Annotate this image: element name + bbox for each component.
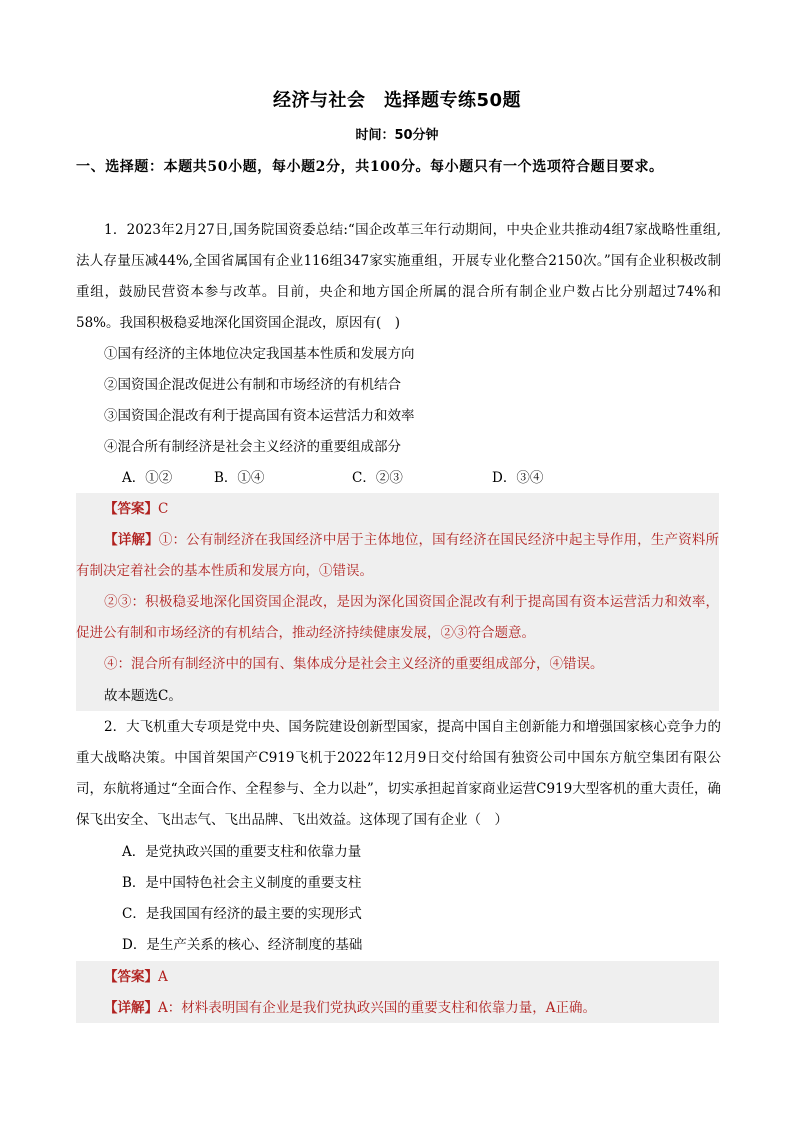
- q1-statement-3: ③国资国企混改有利于提高国有资本运营活力和效率: [104, 408, 415, 424]
- q1-option-b: B．①④: [214, 470, 265, 486]
- q1-option-a: A．①②: [122, 470, 173, 486]
- q2-detail: 【详解】A：材料表明国有企业是我们党执政兴国的重要支柱和依靠力量，A正确。: [104, 1000, 596, 1016]
- question-2-stem: 2．大飞机重大专项是党中央、国务院建设创新型国家，提高中国自主创新能力和增强国家核心竞争力的重大战略决策。中国首架国产C919飞机于2022年12月9日交付给国有独资公司中国东方航空集团有限公司，东航将通过“全面合作、全程参与、全力以赴”，切实承担起首家商业运营C919大型客机的重大责任，确保飞出安全、飞出志气、飞出品牌、飞出效益。这体现了国有企业（ ）: [76, 719, 721, 828]
- page-title: 经济与社会 选择题专练50题: [272, 90, 522, 111]
- q2-option-d: D．是生产关系的核心、经济制度的基础: [122, 937, 363, 953]
- question-1-stem: 1．2023年2月27日,国务院国资委总结:“国企改革三年行动期间，中央企业共推动4组7家战略性重组,法人存量压减44%,全国省属国有企业116组347家实施重组，开展专业化整合2150次。”国有企业积极改制重组，鼓励民营资本参与改革。目前，央企和地方国企所属的混合所有制企业户数占比分别超过74%和58%。我国积极稳妥地深化国资国企混改，原因有( ): [76, 222, 721, 331]
- q1-answer: 【答案】C: [104, 501, 169, 517]
- q1-statement-1: ①国有经济的主体地位决定我国基本性质和发展方向: [104, 346, 415, 362]
- q1-conclusion: 故本题选C。: [104, 688, 182, 704]
- q1-statement-2: ②国资国企混改促进公有制和市场经济的有机结合: [104, 377, 401, 393]
- q2-option-c: C．是我国国有经济的最主要的实现形式: [122, 906, 362, 922]
- q1-option-d: D．③④: [492, 470, 544, 486]
- section-heading: 一、选择题：本题共50小题，每小题2分，共100分。每小题只有一个选项符合题目要求。: [76, 159, 664, 175]
- time-limit: 时间：50分钟: [355, 128, 439, 143]
- q1-detail-1: 【详解】①：公有制经济在我国经济中居于主体地位，国有经济在国民经济中起主导作用，生产资料所有制决定着社会的基本性质和发展方向，①错误。: [76, 532, 720, 579]
- q2-option-a: A．是党执政兴国的重要支柱和依靠力量: [122, 844, 362, 860]
- q1-statement-4: ④混合所有制经济是社会主义经济的重要组成部分: [104, 439, 401, 455]
- q1-option-c: C．②③: [352, 470, 403, 486]
- q2-option-b: B．是中国特色社会主义制度的重要支柱: [122, 875, 362, 891]
- q1-detail-3: ④：混合所有制经济中的国有、集体成分是社会主义经济的重要组成部分，④错误。: [104, 656, 604, 672]
- q1-detail-2: ②③：积极稳妥地深化国资国企混改，是因为深化国资国企混改有利于提高国有资本运营活力和效率，促进公有制和市场经济的有机结合，推动经济持续健康发展，②③符合题意。: [76, 594, 719, 641]
- q2-answer: 【答案】A: [104, 969, 168, 985]
